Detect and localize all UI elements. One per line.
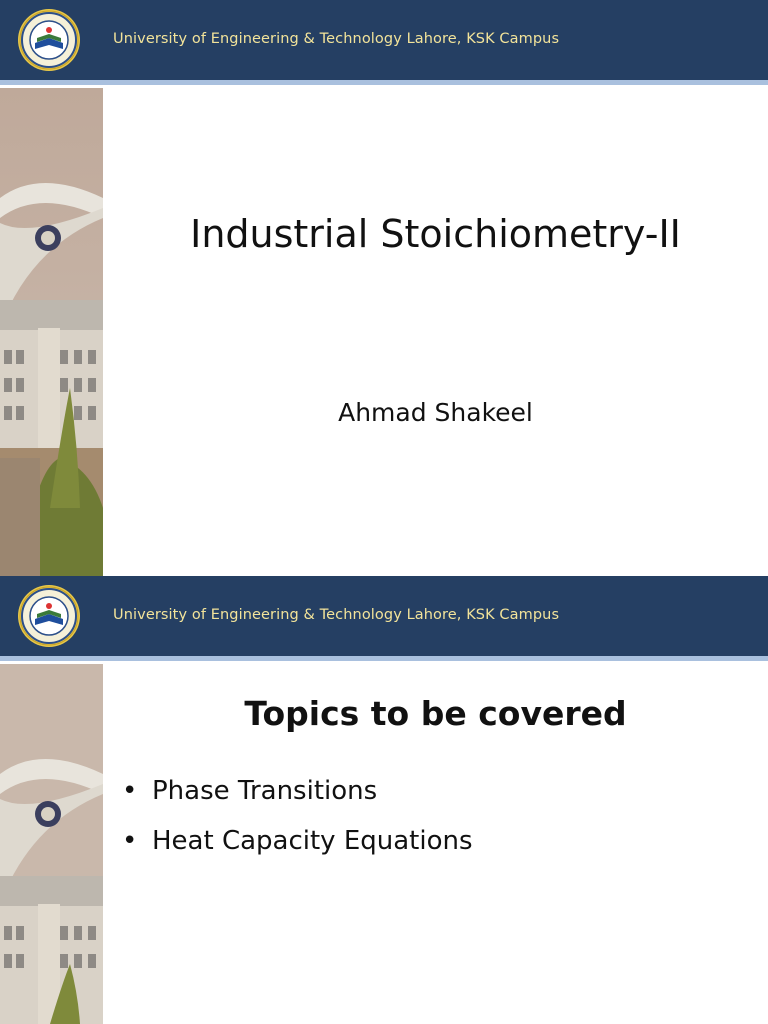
header-title: University of Engineering & Technology Lahore, KSK Campus	[113, 31, 560, 47]
slide-topics	[0, 576, 768, 1024]
slide-header	[0, 0, 768, 85]
slide-header	[0, 576, 768, 661]
author-name: Ahmad Shakeel	[338, 398, 533, 427]
bullet-icon: •	[122, 776, 138, 806]
campus-gate-photo	[0, 88, 103, 576]
topics-list	[122, 774, 473, 874]
header-title: University of Engineering & Technology Lahore, KSK Campus	[113, 607, 560, 623]
presentation-title: Industrial Stoichiometry-II	[190, 212, 681, 256]
topic-label: Phase Transitions	[152, 776, 378, 806]
university-logo-icon	[17, 584, 81, 648]
list-item	[122, 824, 473, 874]
campus-gate-photo	[0, 664, 103, 1024]
bullet-icon: •	[122, 826, 138, 856]
university-logo-icon	[17, 8, 81, 72]
list-item	[122, 774, 473, 824]
topics-heading: Topics to be covered	[244, 694, 627, 733]
topic-label: Heat Capacity Equations	[152, 826, 473, 856]
